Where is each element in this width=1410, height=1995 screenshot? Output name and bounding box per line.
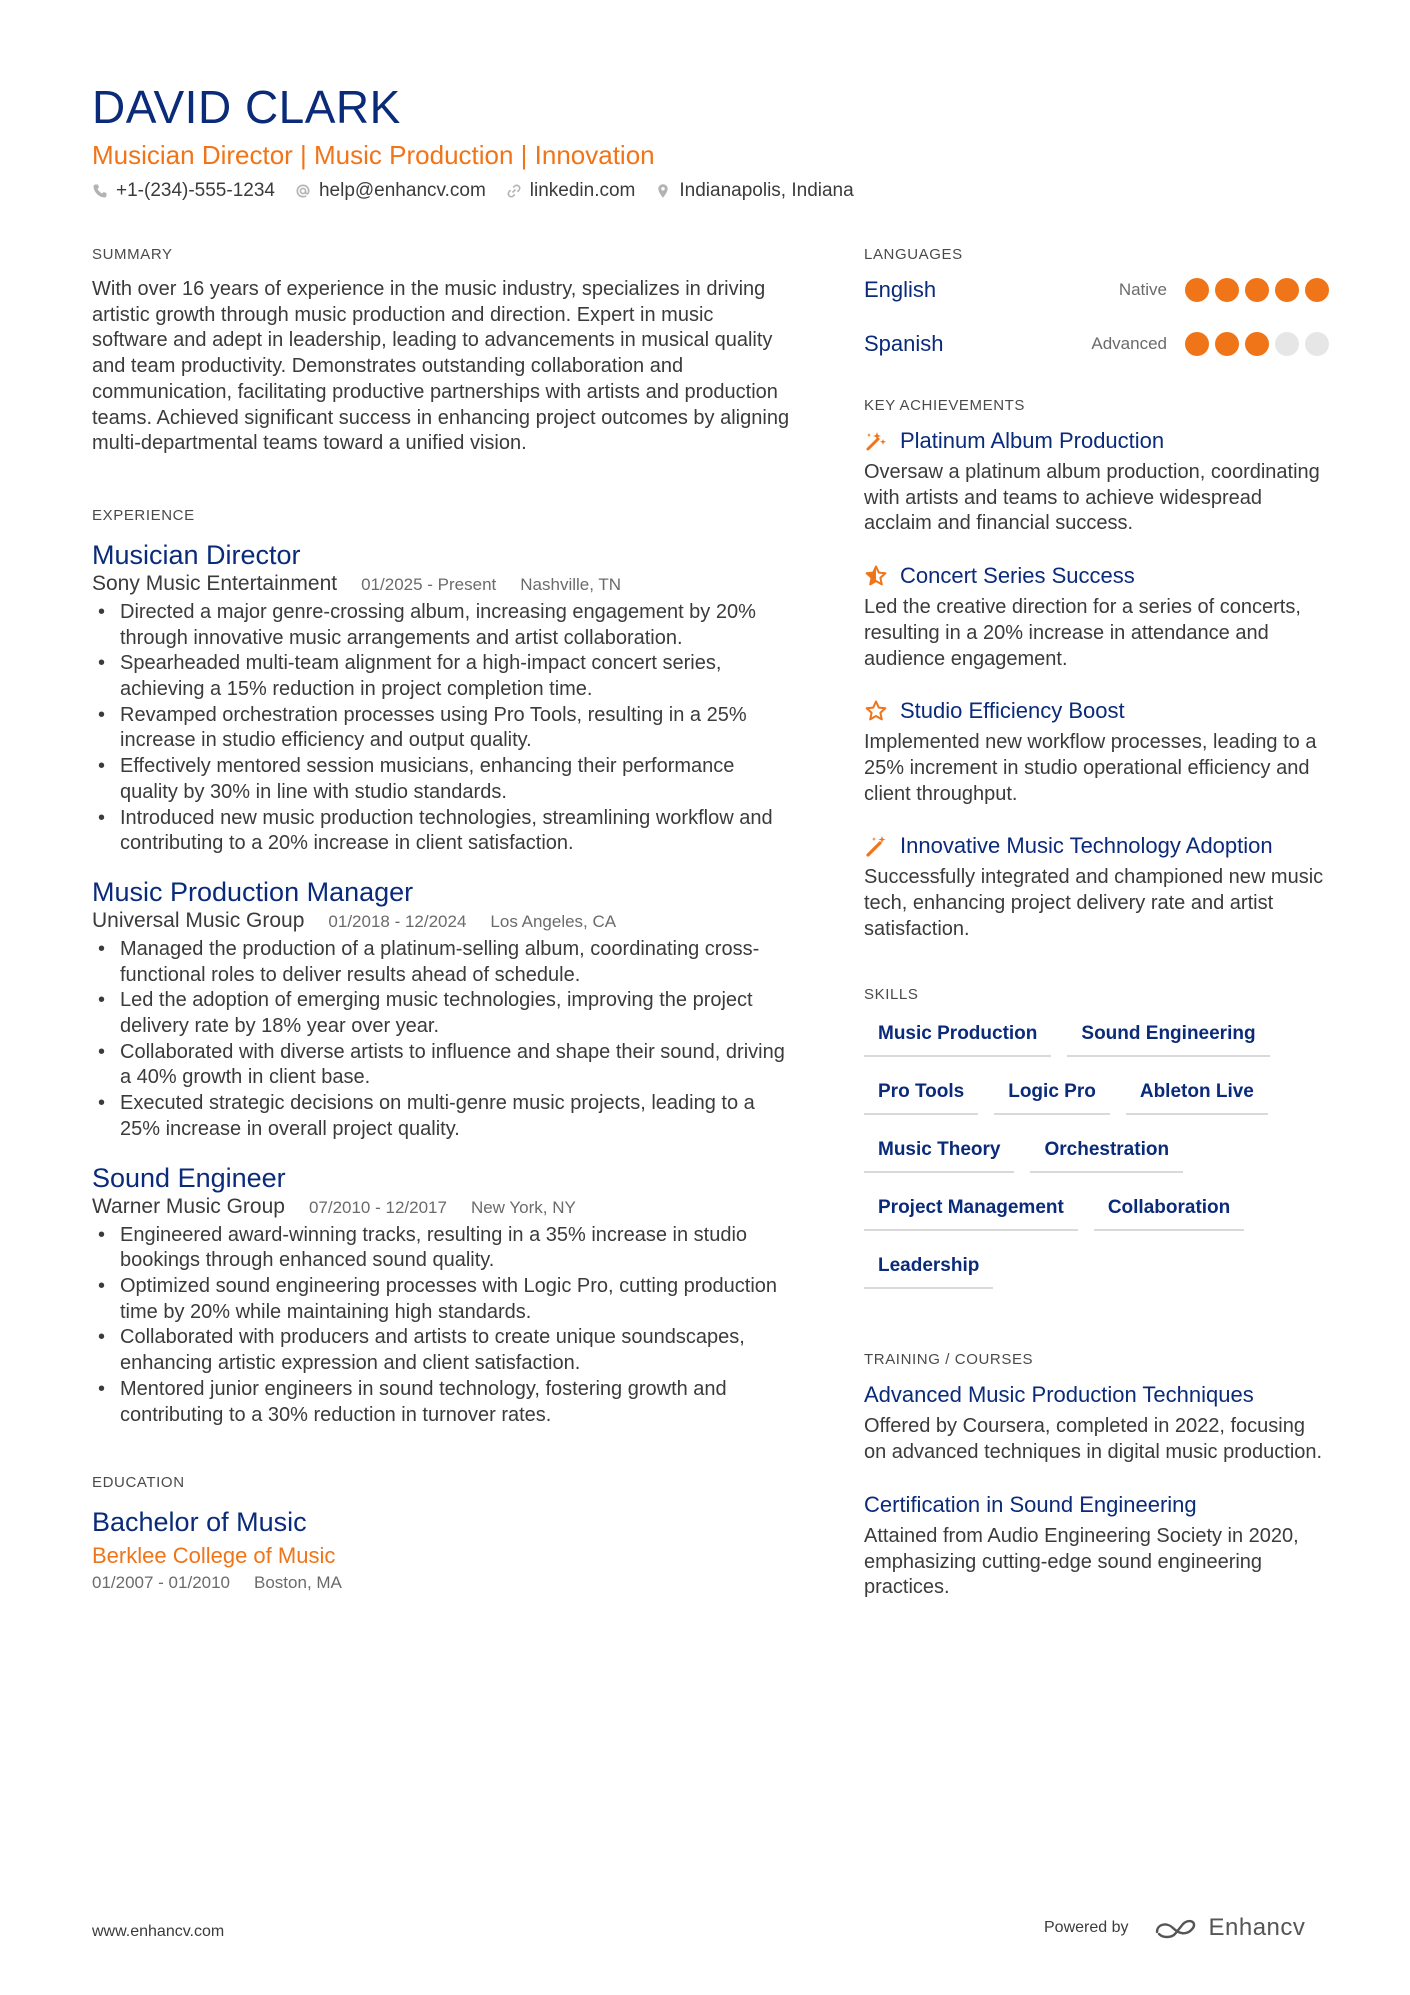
achievement-description: Led the creative direction for a series of concerts, resulting in a 20% increase in attendance and audience engagement. — [864, 596, 1301, 670]
rating-dot-empty — [1305, 332, 1329, 356]
job-bullet: • Managed the production of a platinum-selling album, coordinating cross-functional roles to deliver results ahead of schedule. — [92, 937, 792, 988]
job-dates: 07/2010 - 12/2017 — [308, 1197, 447, 1217]
job-bullet: • Executed strategic decisions on multi-genre music projects, leading to a 25% increase in overall project quality. — [92, 1091, 792, 1142]
job-entry — [92, 1161, 792, 1429]
achievement-header — [864, 563, 1329, 589]
job-location: Nashville, TN — [520, 574, 622, 594]
achievement-title: Innovative Music Technology Adoption — [900, 833, 1273, 859]
achievements-heading: KEY ACHIEVEMENTS — [864, 397, 1026, 414]
rating-dot-filled — [1185, 332, 1209, 356]
job-bullet: • Mentored junior engineers in sound technology, fostering growth and contributing to a 30% reduction in turnover rates. — [92, 1377, 792, 1428]
skill-tag: Music Theory — [864, 1137, 1014, 1173]
language-row — [864, 329, 1329, 359]
achievement-header — [864, 833, 1329, 859]
brand-name: Enhancv — [1208, 1914, 1306, 1941]
job-bullet: • Collaborated with producers and artists to create unique soundscapes, enhancing artistic expression and client satisfaction. — [92, 1325, 792, 1376]
summary-heading: SUMMARY — [92, 246, 173, 263]
location-pin-icon — [655, 183, 671, 199]
job-location: Los Angeles, CA — [490, 911, 617, 931]
job-bullet: • Collaborated with diverse artists to influence and shape their sound, driving a 40% growth in client base. — [92, 1040, 792, 1091]
job-meta — [92, 909, 792, 933]
achievement-item — [864, 563, 1329, 672]
rating-dot-filled — [1305, 278, 1329, 302]
job-bullets — [92, 600, 792, 857]
candidate-title: Musician Director | Music Production | Innovation — [92, 140, 655, 170]
brand-logo[interactable] — [1153, 1914, 1306, 1942]
achievement-description: Oversaw a platinum album production, coordinating with artists and teams to achieve widespread acclaim and financial success. — [864, 461, 1320, 535]
skill-tag: Project Management — [864, 1195, 1078, 1231]
education-meta — [92, 1573, 792, 1593]
contact-phone[interactable] — [92, 180, 275, 202]
job-title: Musician Director — [92, 539, 301, 570]
contact-linkedin-text: linkedin.com — [529, 180, 636, 201]
job-title: Music Production Manager — [92, 876, 414, 907]
job-entry — [92, 875, 792, 1143]
experience-heading: EXPERIENCE — [92, 506, 195, 524]
job-location: New York, NY — [470, 1197, 576, 1217]
rating-dot-filled — [1245, 278, 1269, 302]
star-outline-icon — [864, 699, 888, 723]
job-bullet: • Revamped orchestration processes using Pro Tools, resulting in a 25% increase in studio efficiency and output quality. — [92, 703, 792, 754]
phone-icon — [92, 183, 108, 199]
language-level: Native — [1118, 280, 1167, 299]
contact-bar — [92, 180, 874, 202]
job-bullet: • Optimized sound engineering processes with Logic Pro, cutting production time by 20% while maintaining high standards. — [92, 1274, 792, 1325]
education-location: Boston, MA — [254, 1573, 342, 1593]
achievement-description: Implemented new workflow processes, leading to a 25% increment in studio operational efficiency and client throughput. — [864, 731, 1317, 805]
achievement-title: Studio Efficiency Boost — [900, 698, 1125, 724]
job-entry — [92, 538, 792, 857]
job-dates: 01/2018 - 12/2024 — [328, 911, 467, 931]
magic-wand-icon — [864, 429, 888, 453]
course-item — [864, 1492, 1329, 1601]
summary-text: With over 16 years of experience in the music industry, specializes in driving artistic growth through music production and direction. Expert in music software and adept in leadership, leading to advancements in musical quality and team productivity. Demonstrates outstanding collaboration and communication, facilitating productive partnerships with artists and production teams. Achieved significant success in enhancing project outcomes by aligning multi-departmental teams toward a unified vision. — [92, 278, 790, 455]
course-description: Attained from Audio Engineering Society in 2020, emphasizing cutting-edge sound engineering practices. — [864, 1524, 1299, 1599]
language-rating — [1179, 332, 1329, 356]
contact-phone-text: +1-(234)-555-1234 — [116, 180, 275, 201]
job-bullet: • Introduced new music production technologies, streamlining workflow and contributing to a 20% increase in client satisfaction. — [92, 806, 792, 857]
achievement-item — [864, 698, 1329, 807]
skill-tag: Pro Tools — [864, 1079, 978, 1115]
skill-tag: Logic Pro — [994, 1079, 1110, 1115]
candidate-name: DAVID CLARK — [92, 81, 401, 133]
job-company: Warner Music Group — [92, 1194, 285, 1218]
link-icon — [506, 183, 522, 199]
contact-email-text: help@enhancv.com — [318, 180, 486, 201]
at-icon — [295, 183, 311, 199]
achievement-title: Platinum Album Production — [900, 428, 1165, 453]
job-bullet: • Directed a major genre-crossing album, increasing engagement by 20% through innovative music arrangements and artist collaboration. — [92, 600, 792, 651]
skills-heading: SKILLS — [864, 986, 919, 1004]
footer-website[interactable]: www.enhancv.com — [92, 1923, 225, 1940]
rating-dot-filled — [1245, 332, 1269, 356]
achievement-title: Concert Series Success — [900, 563, 1135, 589]
left-column — [92, 246, 792, 1593]
language-rating — [1179, 278, 1329, 302]
job-bullet: • Spearheaded multi-team alignment for a high-impact concert series, achieving a 15% reduction in project completion time. — [92, 651, 792, 702]
job-company: Universal Music Group — [92, 908, 305, 932]
education-dates: 01/2007 - 01/2010 — [92, 1573, 231, 1593]
job-bullet: • Effectively mentored session musicians, enhancing their performance quality by 30% in line with studio standards. — [92, 754, 792, 805]
skill-tag: Sound Engineering — [1067, 1021, 1269, 1057]
job-bullets — [92, 1223, 792, 1429]
job-bullet: • Led the adoption of emerging music technologies, improving the project delivery rate by 18% year over year. — [92, 988, 792, 1039]
education-heading: EDUCATION — [92, 1474, 185, 1492]
achievement-header — [864, 698, 1329, 724]
rating-dot-filled — [1215, 332, 1239, 356]
language-name: English — [864, 277, 937, 302]
job-dates: 01/2025 - Present — [361, 574, 497, 594]
rating-dot-filled — [1275, 278, 1299, 302]
school-name: Berklee College of Music — [92, 1543, 336, 1569]
language-level: Advanced — [1091, 334, 1167, 353]
language-row — [864, 275, 1329, 305]
course-title: Advanced Music Production Techniques — [864, 1382, 1254, 1408]
course-title: Certification in Sound Engineering — [864, 1491, 1197, 1517]
course-description: Offered by Coursera, completed in 2022, focusing on advanced techniques in digital music production. — [864, 1415, 1323, 1464]
skill-tag: Ableton Live — [1126, 1079, 1268, 1115]
job-bullets — [92, 937, 792, 1143]
degree-title: Bachelor of Music — [92, 1507, 307, 1538]
course-item — [864, 1382, 1329, 1465]
rating-dot-filled — [1185, 278, 1209, 302]
achievement-item — [864, 833, 1329, 942]
achievement-header — [864, 428, 1329, 454]
job-bullet: • Engineered award-winning tracks, resulting in a 35% increase in studio bookings through enhanced sound quality. — [92, 1223, 792, 1274]
rating-dot-filled — [1215, 278, 1239, 302]
contact-email[interactable] — [295, 180, 486, 202]
rating-dot-empty — [1275, 332, 1299, 356]
achievement-description: Successfully integrated and championed new music tech, enhancing project delivery rate and artist satisfaction. — [864, 866, 1324, 940]
job-meta — [92, 572, 792, 596]
job-company: Sony Music Entertainment — [92, 571, 338, 595]
languages-heading: LANGUAGES — [864, 246, 963, 263]
job-meta — [92, 1195, 792, 1219]
contact-location-text: Indianapolis, Indiana — [679, 180, 854, 201]
enhancv-logo-icon — [1153, 1914, 1201, 1942]
achievement-item — [864, 428, 1329, 537]
skill-tag: Music Production — [864, 1021, 1051, 1057]
right-column — [864, 246, 1329, 1601]
training-heading: TRAINING / COURSES — [864, 1351, 1034, 1369]
skill-tag: Collaboration — [1094, 1195, 1244, 1231]
wand-icon — [864, 834, 888, 858]
job-title: Sound Engineer — [92, 1162, 286, 1193]
footer-branding — [1044, 1914, 1305, 1942]
skills-list — [864, 1021, 1329, 1311]
contact-location — [655, 180, 853, 202]
skill-tag: Orchestration — [1030, 1137, 1183, 1173]
contact-linkedin[interactable] — [506, 180, 636, 202]
powered-by-label: Powered by — [1044, 1919, 1129, 1936]
skill-tag: Leadership — [864, 1253, 993, 1289]
star-half-icon — [864, 564, 888, 588]
language-name: Spanish — [864, 331, 944, 356]
